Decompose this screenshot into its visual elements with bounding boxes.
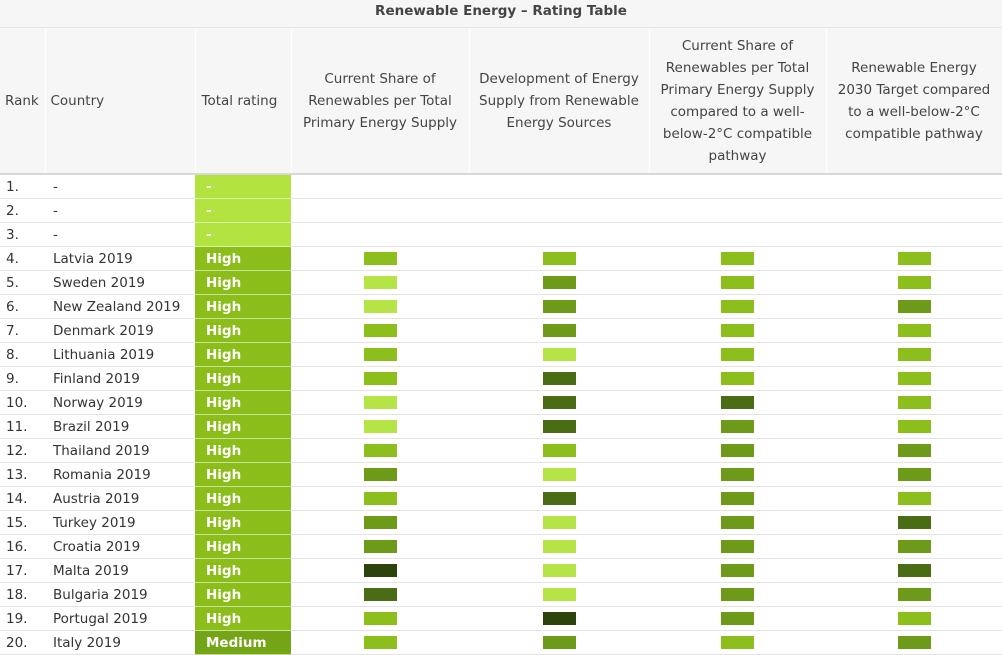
country-cell: Bulgaria 2019 <box>45 583 195 607</box>
total-rating-cell: High <box>195 559 291 583</box>
table-row <box>0 295 1002 319</box>
header-row <box>0 28 1002 174</box>
indicator-cell-1 <box>291 511 469 535</box>
indicator-cell-3 <box>649 343 826 367</box>
country-cell: Latvia 2019 <box>45 247 195 271</box>
table-row <box>0 463 1002 487</box>
indicator-cell-2 <box>469 174 649 199</box>
rating-square <box>721 492 754 505</box>
table-row <box>0 391 1002 415</box>
indicator-cell-2 <box>469 199 649 223</box>
indicator-cell-1 <box>291 487 469 511</box>
indicator-cell-1 <box>291 583 469 607</box>
indicator-cell-2 <box>469 487 649 511</box>
country-cell: - <box>45 199 195 223</box>
rating-square <box>721 372 754 385</box>
indicator-cell-1 <box>291 343 469 367</box>
rating-square <box>898 276 931 289</box>
indicator-cell-4 <box>826 631 1002 655</box>
total-rating-cell: High <box>195 583 291 607</box>
rank-cell: 2. <box>0 199 45 223</box>
total-rating-cell: High <box>195 271 291 295</box>
rating-square <box>898 492 931 505</box>
table-row <box>0 631 1002 655</box>
total-rating-cell: High <box>195 535 291 559</box>
table-row <box>0 511 1002 535</box>
total-rating-cell: High <box>195 319 291 343</box>
indicator-cell-4 <box>826 439 1002 463</box>
header-2030-target[interactable]: Renewable Energy 2030 Target compared to a well-below-2°C compatible pathway <box>826 28 1002 174</box>
rating-square <box>543 348 576 361</box>
rating-square <box>898 252 931 265</box>
rating-square <box>898 612 931 625</box>
rating-square <box>721 468 754 481</box>
table-row <box>0 271 1002 295</box>
rank-cell: 17. <box>0 559 45 583</box>
total-rating-cell: High <box>195 487 291 511</box>
rating-square <box>721 276 754 289</box>
indicator-cell-3 <box>649 319 826 343</box>
indicator-cell-1 <box>291 247 469 271</box>
rating-square <box>543 252 576 265</box>
table-row <box>0 174 1002 199</box>
rating-square <box>364 636 397 649</box>
indicator-cell-3 <box>649 295 826 319</box>
rating-square <box>543 612 576 625</box>
rating-square <box>543 516 576 529</box>
indicator-cell-4 <box>826 319 1002 343</box>
total-rating-cell: - <box>195 199 291 223</box>
rating-square <box>898 588 931 601</box>
rating-square <box>364 492 397 505</box>
indicator-cell-4 <box>826 511 1002 535</box>
indicator-cell-1 <box>291 367 469 391</box>
rating-square <box>364 588 397 601</box>
rank-cell: 13. <box>0 463 45 487</box>
rating-square <box>721 540 754 553</box>
total-rating-cell: High <box>195 607 291 631</box>
rank-cell: 5. <box>0 271 45 295</box>
rating-square <box>364 396 397 409</box>
rating-square <box>898 348 931 361</box>
country-cell: Croatia 2019 <box>45 535 195 559</box>
rating-square <box>721 564 754 577</box>
indicator-cell-4 <box>826 487 1002 511</box>
header-current-share[interactable]: Current Share of Renewables per Total Primary Energy Supply <box>291 28 469 174</box>
rank-cell: 14. <box>0 487 45 511</box>
country-cell: Thailand 2019 <box>45 439 195 463</box>
table-row <box>0 487 1002 511</box>
rank-cell: 20. <box>0 631 45 655</box>
rating-square <box>721 444 754 457</box>
indicator-cell-1 <box>291 319 469 343</box>
rating-square <box>543 468 576 481</box>
indicator-cell-4 <box>826 415 1002 439</box>
country-cell: Portugal 2019 <box>45 607 195 631</box>
rating-square <box>721 324 754 337</box>
rank-cell: 1. <box>0 174 45 199</box>
indicator-cell-2 <box>469 463 649 487</box>
indicator-cell-4 <box>826 174 1002 199</box>
rating-square <box>543 372 576 385</box>
rating-square <box>721 636 754 649</box>
indicator-cell-4 <box>826 559 1002 583</box>
rating-square <box>898 300 931 313</box>
rank-cell: 15. <box>0 511 45 535</box>
indicator-cell-3 <box>649 607 826 631</box>
indicator-cell-4 <box>826 367 1002 391</box>
rating-square <box>898 396 931 409</box>
rating-square <box>898 420 931 433</box>
rating-square <box>364 420 397 433</box>
indicator-cell-3 <box>649 439 826 463</box>
indicator-cell-4 <box>826 223 1002 247</box>
total-rating-cell: High <box>195 415 291 439</box>
indicator-cell-3 <box>649 559 826 583</box>
indicator-cell-2 <box>469 439 649 463</box>
indicator-cell-3 <box>649 583 826 607</box>
header-country[interactable]: Country <box>45 28 195 174</box>
indicator-cell-3 <box>649 199 826 223</box>
table-row <box>0 343 1002 367</box>
header-development[interactable]: Development of Energy Supply from Renewable Energy Sources <box>469 28 649 174</box>
indicator-cell-2 <box>469 607 649 631</box>
table-row <box>0 607 1002 631</box>
indicator-cell-1 <box>291 174 469 199</box>
indicator-cell-1 <box>291 199 469 223</box>
rating-square <box>543 420 576 433</box>
country-cell: Romania 2019 <box>45 463 195 487</box>
table-body <box>0 174 1002 655</box>
indicator-cell-4 <box>826 199 1002 223</box>
indicator-cell-2 <box>469 295 649 319</box>
indicator-cell-2 <box>469 367 649 391</box>
total-rating-cell: - <box>195 174 291 199</box>
indicator-cell-4 <box>826 463 1002 487</box>
rank-cell: 7. <box>0 319 45 343</box>
country-cell: Norway 2019 <box>45 391 195 415</box>
indicator-cell-1 <box>291 631 469 655</box>
rating-square <box>543 540 576 553</box>
rank-cell: 18. <box>0 583 45 607</box>
rating-square <box>364 444 397 457</box>
indicator-cell-2 <box>469 559 649 583</box>
indicator-cell-3 <box>649 487 826 511</box>
table-row <box>0 223 1002 247</box>
total-rating-cell: High <box>195 367 291 391</box>
rating-square <box>364 564 397 577</box>
indicator-cell-4 <box>826 295 1002 319</box>
rating-square <box>721 588 754 601</box>
rating-square <box>543 396 576 409</box>
indicator-cell-2 <box>469 223 649 247</box>
indicator-cell-3 <box>649 247 826 271</box>
country-cell: Finland 2019 <box>45 367 195 391</box>
total-rating-cell: High <box>195 511 291 535</box>
rating-square <box>364 252 397 265</box>
indicator-cell-2 <box>469 391 649 415</box>
indicator-cell-1 <box>291 391 469 415</box>
table-row <box>0 535 1002 559</box>
table-row <box>0 439 1002 463</box>
indicator-cell-2 <box>469 415 649 439</box>
header-share-vs-pathway[interactable]: Current Share of Renewables per Total Primary Energy Supply compared to a well-below-2°C compatible pathway <box>649 28 826 174</box>
rating-square <box>364 300 397 313</box>
country-cell: Austria 2019 <box>45 487 195 511</box>
rank-cell: 8. <box>0 343 45 367</box>
rating-square <box>721 612 754 625</box>
rank-cell: 6. <box>0 295 45 319</box>
indicator-cell-2 <box>469 535 649 559</box>
rank-cell: 12. <box>0 439 45 463</box>
indicator-cell-1 <box>291 535 469 559</box>
rating-square <box>543 276 576 289</box>
rating-square <box>364 516 397 529</box>
indicator-cell-1 <box>291 223 469 247</box>
total-rating-cell: High <box>195 391 291 415</box>
country-cell: New Zealand 2019 <box>45 295 195 319</box>
rank-cell: 3. <box>0 223 45 247</box>
rating-square <box>721 516 754 529</box>
country-cell: Lithuania 2019 <box>45 343 195 367</box>
rating-square <box>543 588 576 601</box>
rank-cell: 10. <box>0 391 45 415</box>
rank-cell: 16. <box>0 535 45 559</box>
country-cell: - <box>45 223 195 247</box>
rating-square <box>898 636 931 649</box>
indicator-cell-4 <box>826 247 1002 271</box>
total-rating-cell: High <box>195 247 291 271</box>
indicator-cell-1 <box>291 295 469 319</box>
rating-square <box>364 468 397 481</box>
indicator-cell-3 <box>649 391 826 415</box>
table-row <box>0 415 1002 439</box>
indicator-cell-4 <box>826 271 1002 295</box>
country-cell: Malta 2019 <box>45 559 195 583</box>
table-row <box>0 559 1002 583</box>
rating-square <box>898 540 931 553</box>
total-rating-cell: - <box>195 223 291 247</box>
total-rating-cell: High <box>195 439 291 463</box>
rating-square <box>364 540 397 553</box>
indicator-cell-4 <box>826 607 1002 631</box>
country-cell: Denmark 2019 <box>45 319 195 343</box>
rating-square <box>543 444 576 457</box>
indicator-cell-1 <box>291 607 469 631</box>
total-rating-cell: High <box>195 295 291 319</box>
country-cell: Turkey 2019 <box>45 511 195 535</box>
rating-square <box>898 372 931 385</box>
rating-square <box>898 444 931 457</box>
rank-cell: 4. <box>0 247 45 271</box>
table-title: Renewable Energy – Rating Table <box>0 0 1002 28</box>
indicator-cell-3 <box>649 535 826 559</box>
table-row <box>0 367 1002 391</box>
table-row <box>0 583 1002 607</box>
indicator-cell-4 <box>826 535 1002 559</box>
total-rating-cell: High <box>195 343 291 367</box>
indicator-cell-2 <box>469 343 649 367</box>
indicator-cell-2 <box>469 247 649 271</box>
table-row <box>0 247 1002 271</box>
country-cell: Italy 2019 <box>45 631 195 655</box>
header-total-rating[interactable]: Total rating <box>195 28 291 174</box>
rating-square <box>898 324 931 337</box>
rating-square <box>543 636 576 649</box>
rating-square <box>364 276 397 289</box>
table-row <box>0 199 1002 223</box>
country-cell: - <box>45 174 195 199</box>
indicator-cell-3 <box>649 271 826 295</box>
indicator-cell-2 <box>469 271 649 295</box>
indicator-cell-3 <box>649 463 826 487</box>
rating-square <box>721 348 754 361</box>
indicator-cell-1 <box>291 415 469 439</box>
rating-square <box>898 516 931 529</box>
rating-square <box>543 300 576 313</box>
indicator-cell-3 <box>649 367 826 391</box>
indicator-cell-2 <box>469 319 649 343</box>
rating-square <box>721 300 754 313</box>
rating-square <box>898 564 931 577</box>
rating-square <box>364 324 397 337</box>
rating-square <box>721 396 754 409</box>
rating-square <box>721 420 754 433</box>
total-rating-cell: High <box>195 463 291 487</box>
indicator-cell-4 <box>826 583 1002 607</box>
rank-cell: 19. <box>0 607 45 631</box>
rank-cell: 9. <box>0 367 45 391</box>
indicator-cell-4 <box>826 391 1002 415</box>
indicator-cell-3 <box>649 631 826 655</box>
indicator-cell-1 <box>291 439 469 463</box>
header-rank[interactable]: Rank <box>0 28 45 174</box>
table-row <box>0 319 1002 343</box>
rating-square <box>543 492 576 505</box>
indicator-cell-2 <box>469 631 649 655</box>
country-cell: Brazil 2019 <box>45 415 195 439</box>
indicator-cell-2 <box>469 511 649 535</box>
rank-cell: 11. <box>0 415 45 439</box>
rating-square <box>721 252 754 265</box>
rating-square <box>364 348 397 361</box>
rating-square <box>543 564 576 577</box>
indicator-cell-1 <box>291 463 469 487</box>
rating-square <box>898 468 931 481</box>
total-rating-cell: Medium <box>195 631 291 655</box>
rating-square <box>543 324 576 337</box>
indicator-cell-1 <box>291 559 469 583</box>
indicator-cell-3 <box>649 223 826 247</box>
indicator-cell-2 <box>469 583 649 607</box>
rating-square <box>364 612 397 625</box>
indicator-cell-3 <box>649 415 826 439</box>
rating-table <box>0 28 1002 655</box>
country-cell: Sweden 2019 <box>45 271 195 295</box>
indicator-cell-3 <box>649 511 826 535</box>
indicator-cell-1 <box>291 271 469 295</box>
indicator-cell-3 <box>649 174 826 199</box>
rating-square <box>364 372 397 385</box>
indicator-cell-4 <box>826 343 1002 367</box>
